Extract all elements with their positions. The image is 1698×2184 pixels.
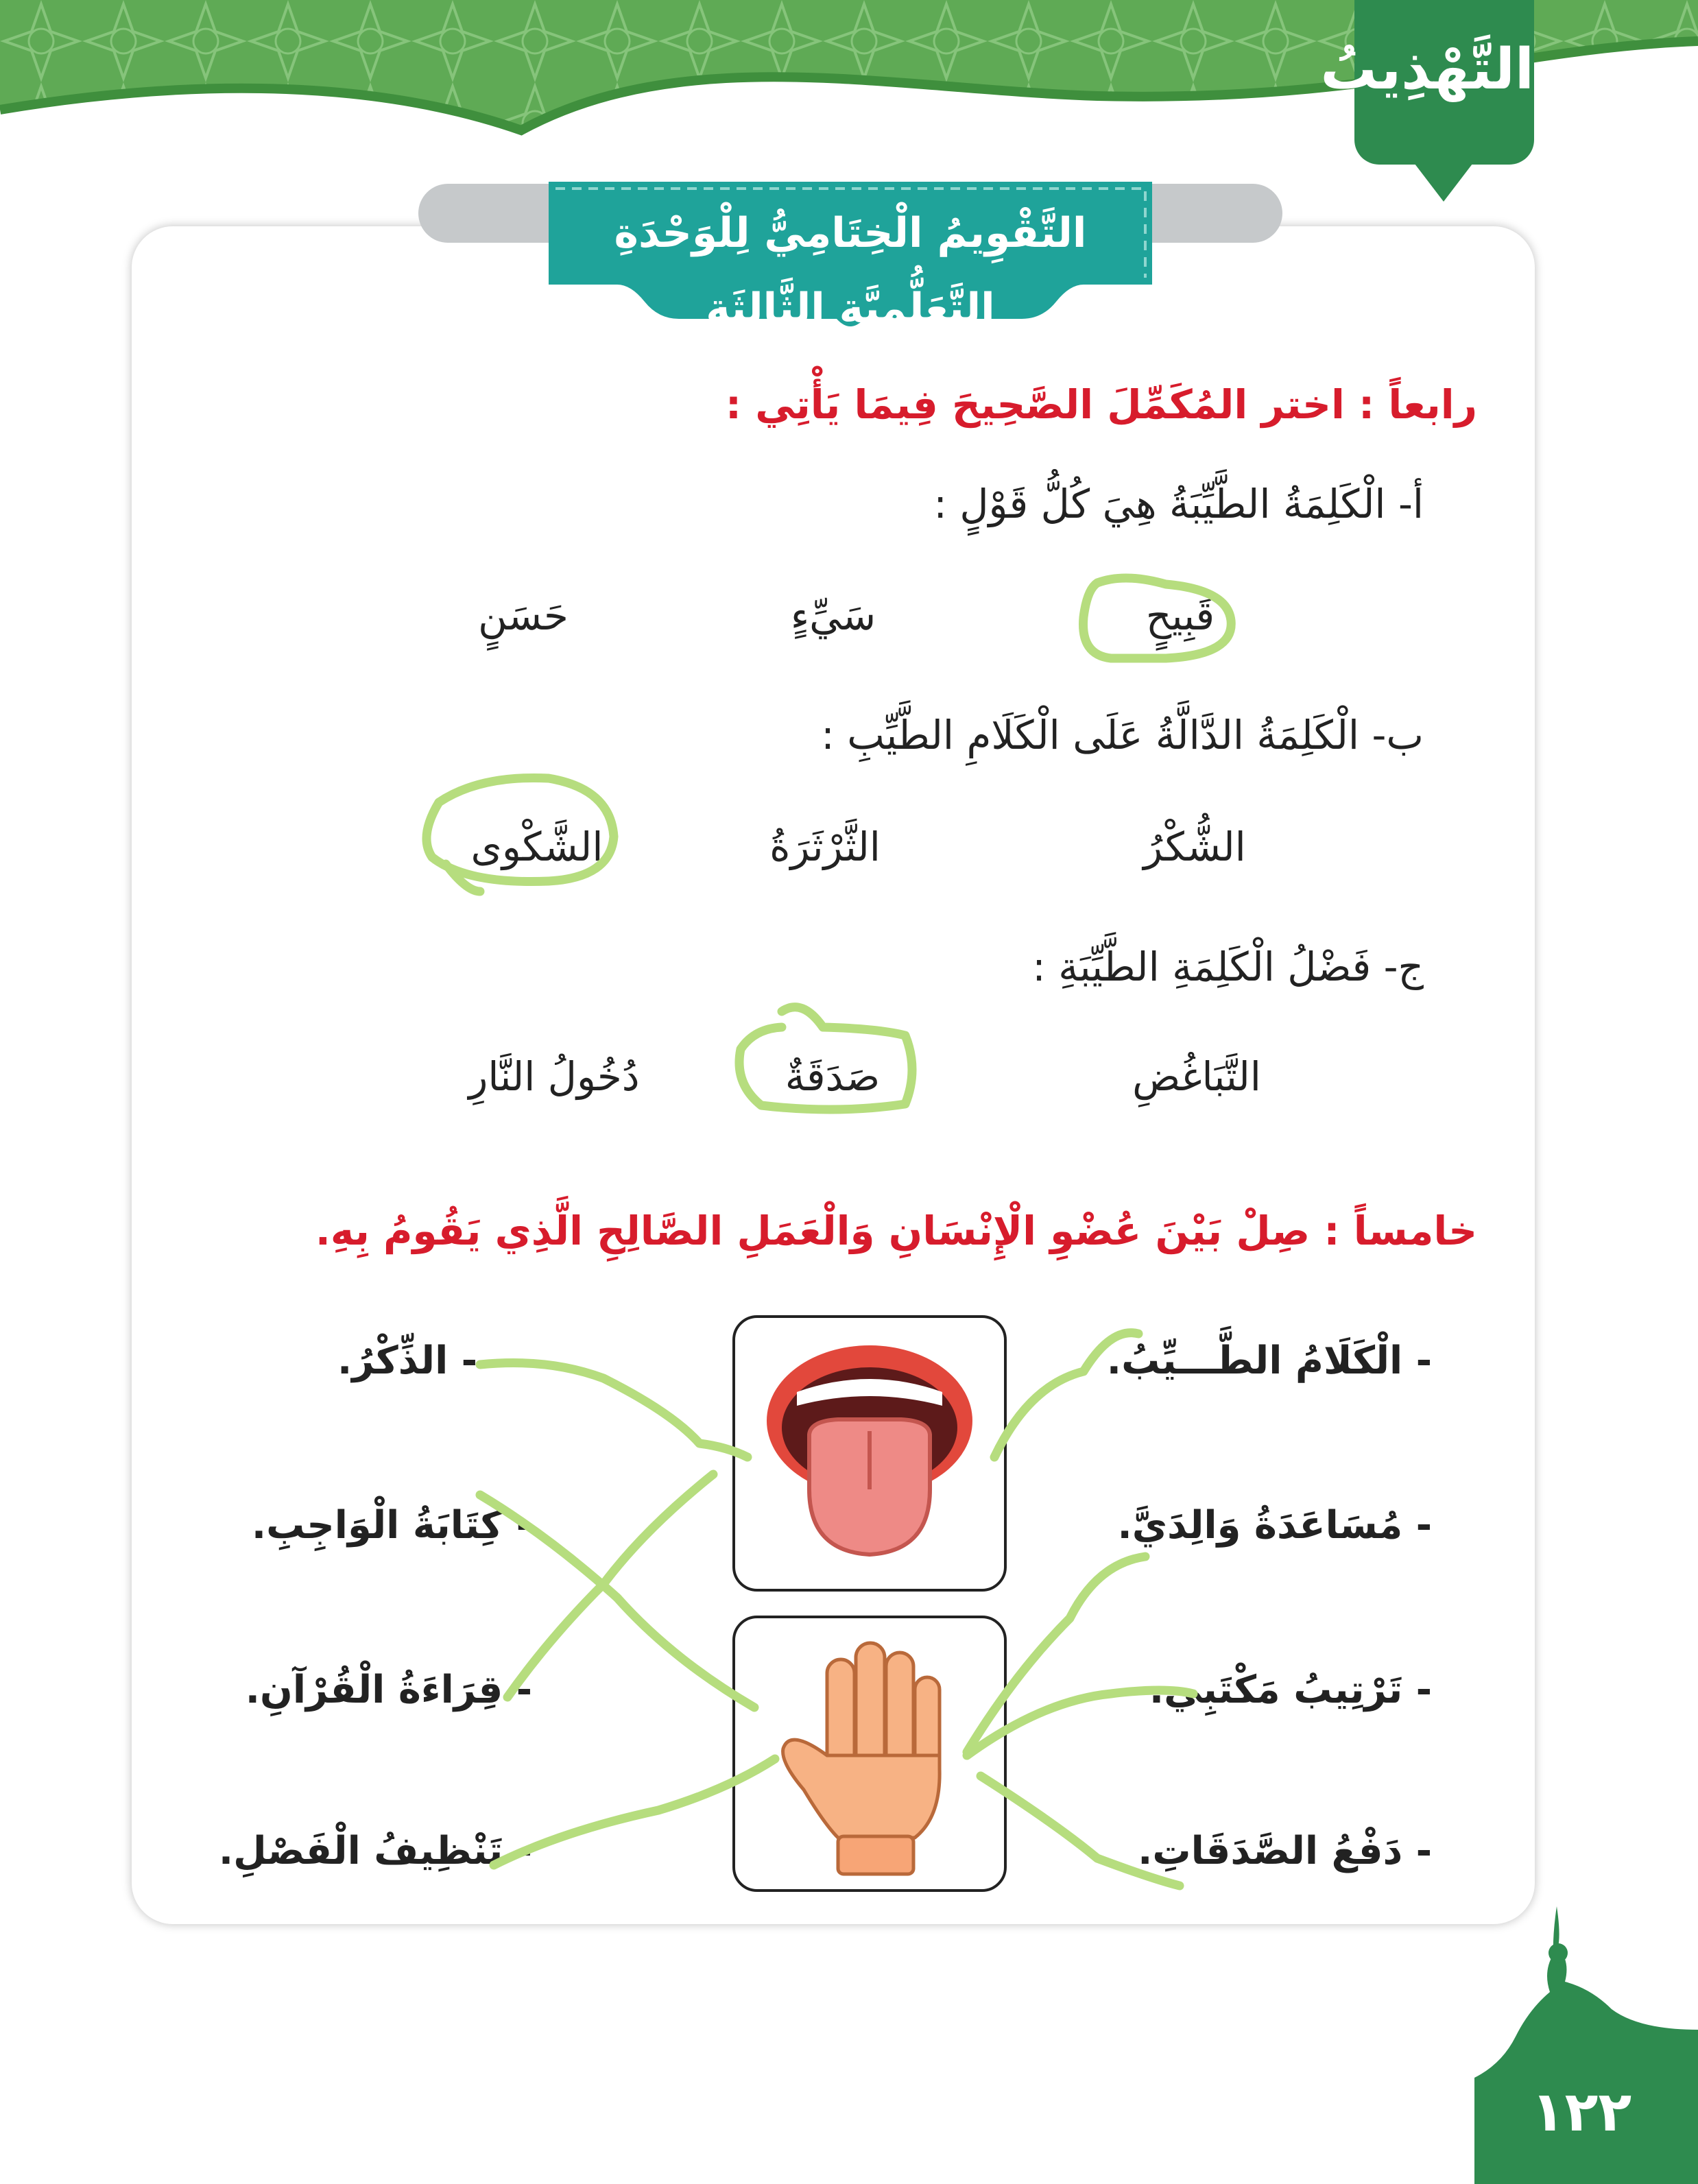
match-right-item[interactable]: - مُسَاعَدَةُ وَالِدَيَّ. [1117,1503,1432,1548]
page-number: ١٢٢ [1531,2080,1632,2144]
section4-heading: رابعاً : اختر المُكَمِّلَ الصَّحِيحَ فِيمَا يَأْتِي : [725,381,1477,428]
match-right-item[interactable]: - تَرْتِيبُ مَكْتَبِي. [1149,1668,1432,1712]
match-right-item[interactable]: - دَفْعُ الصَّدَقَاتِ. [1138,1829,1432,1873]
match-left-item[interactable]: - تَنْظِيفُ الْفَصْلِ. [218,1829,532,1873]
match-left-item[interactable]: - الذِّكْرُ. [337,1339,477,1383]
question-c-option[interactable]: التَّبَاغُضِ [1132,1053,1261,1100]
question-a-option[interactable]: حَسَنٍ [478,592,569,639]
question-b-option[interactable]: الشَّكْوى [470,824,603,870]
question-a-option[interactable]: سَيِّءٍ [790,592,876,639]
subject-tab-tip [1406,152,1481,202]
question-b-prompt: ب- الْكَلِمَةُ الدَّالَّةُ عَلَى الْكَلَامِ الطَّيِّبِ : [821,712,1424,758]
hand-icon [735,1618,1004,1889]
match-left-item[interactable]: - كِتَابَةُ الْوَاجِبِ. [251,1503,532,1548]
question-b-option[interactable]: الثَّرْثَرَةُ [769,824,881,870]
question-b-option[interactable]: الشُّكْرُ [1143,824,1246,870]
subject-title: التَّهْذِيبُ [1320,37,1534,102]
mouth-picture-box[interactable] [732,1315,1007,1592]
question-a-prompt: أ- الْكَلِمَةُ الطَّيِّبَةُ هِيَ كُلُّ قَوْلٍ : [933,481,1424,527]
question-c-prompt: ج- فَضْلُ الْكَلِمَةِ الطَّيِّبَةِ : [1032,944,1424,990]
hand-picture-box[interactable] [732,1616,1007,1892]
question-c-option[interactable]: صَدَقَةٌ [785,1053,881,1100]
unit-title: التَّقْوِيمُ الْخِتَامِيُّ لِلْوَحْدَةِ التَّعَلُّمِيَّةِ الثَّالِثَةِ [614,209,1087,333]
mouth-tongue-icon [735,1318,1004,1589]
question-c-option[interactable]: دُخُولُ النَّارِ [468,1053,640,1100]
match-left-item[interactable]: - قِرَاءَةُ الْقُرْآنِ. [245,1668,532,1712]
question-a-option[interactable]: قَبِيحٍ [1145,592,1215,639]
section5-heading: خامساً : صِلْ بَيْنَ عُضْوِ الْإِنْسَانِ وَالْعَمَلِ الصَّالِحِ الَّذِي يَقُومُ بِهِ. [315,1208,1477,1254]
match-right-item[interactable]: - الْكَلَامُ الطَّـــيِّبُ. [1106,1339,1432,1383]
